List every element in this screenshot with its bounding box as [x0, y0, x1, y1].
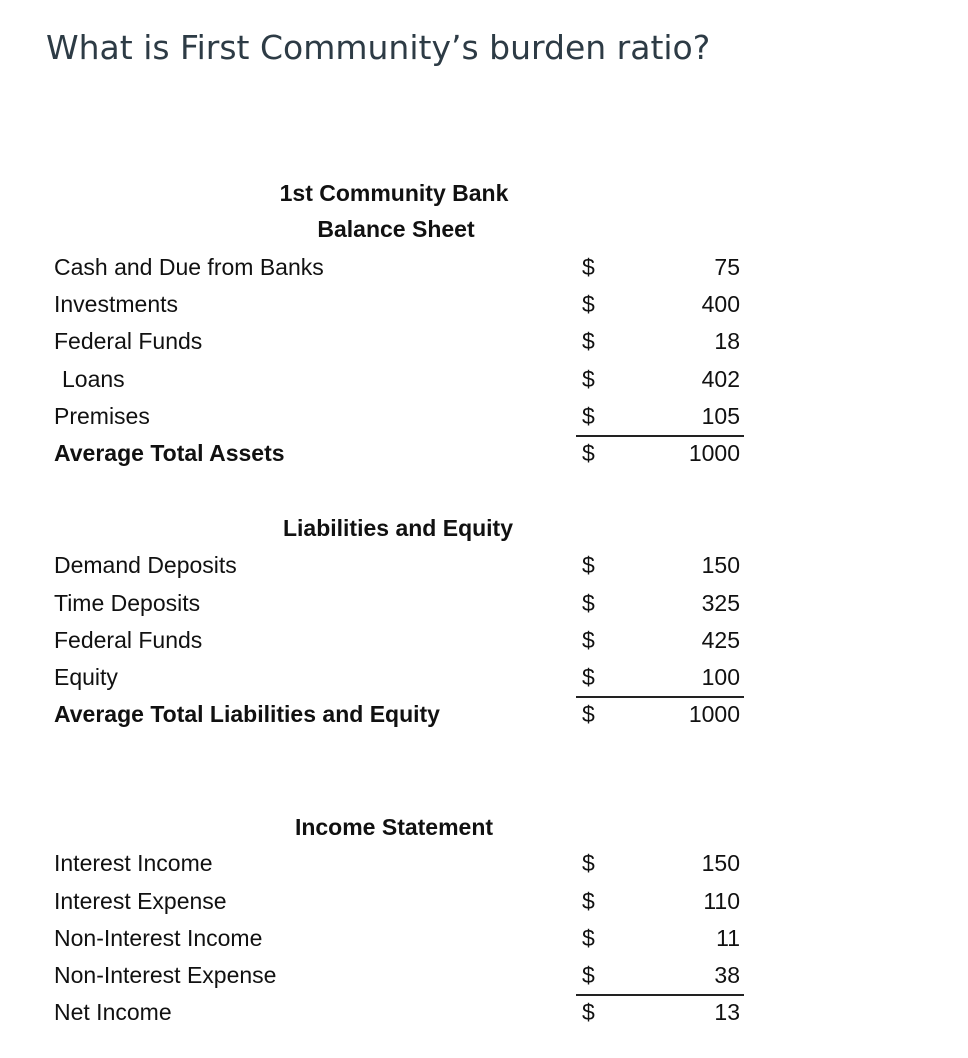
row-value: 105 — [701, 403, 740, 429]
row-value: 425 — [701, 627, 740, 653]
row-label: Time Deposits — [54, 590, 201, 616]
row-value: 150 — [701, 850, 740, 876]
income-row-interest-expense — [0, 888, 968, 922]
row-label: Federal Funds — [54, 328, 203, 354]
total-divider — [576, 696, 744, 698]
balance-row-loans — [0, 366, 968, 400]
balance-row-premises — [0, 403, 968, 437]
row-label: Federal Funds — [54, 627, 203, 653]
currency-symbol: $ — [582, 291, 595, 317]
row-value: 1000 — [688, 440, 740, 466]
row-label: Non-Interest Income — [54, 925, 263, 951]
currency-symbol: $ — [582, 403, 595, 429]
currency-symbol: $ — [582, 664, 595, 690]
income-row-net-income — [0, 999, 968, 1033]
currency-symbol: $ — [582, 590, 595, 616]
total-divider — [576, 994, 744, 996]
row-value: 400 — [701, 291, 740, 317]
liability-row-equity — [0, 664, 968, 698]
income-statement-heading: Income Statement — [294, 814, 494, 840]
row-value: 13 — [714, 999, 740, 1025]
currency-symbol: $ — [582, 254, 595, 280]
currency-symbol: $ — [582, 440, 595, 466]
liability-row-federal-funds — [0, 627, 968, 661]
bank-name-heading: 1st Community Bank — [279, 180, 509, 206]
balance-row-investments — [0, 291, 968, 325]
row-value: 11 — [716, 925, 740, 951]
row-label: Non-Interest Expense — [54, 962, 277, 988]
row-label: Interest Income — [54, 850, 213, 876]
row-value: 110 — [703, 888, 740, 914]
balance-row-federal-funds — [0, 328, 968, 362]
total-divider — [576, 435, 744, 437]
income-row-non-interest-income — [0, 925, 968, 959]
liability-row-total — [0, 701, 968, 735]
currency-symbol: $ — [582, 850, 595, 876]
row-label: Demand Deposits — [54, 552, 237, 578]
row-label: Equity — [54, 664, 118, 690]
currency-symbol: $ — [582, 999, 595, 1025]
currency-symbol: $ — [582, 627, 595, 653]
row-value: 38 — [714, 962, 740, 988]
currency-symbol: $ — [582, 328, 595, 354]
balance-row-total-assets — [0, 440, 968, 474]
currency-symbol: $ — [582, 925, 595, 951]
row-label: Premises — [54, 403, 150, 429]
currency-symbol: $ — [582, 701, 595, 727]
balance-row-cash — [0, 254, 968, 288]
row-label: Loans — [62, 366, 125, 392]
liabilities-heading: Liabilities and Equity — [282, 515, 514, 541]
row-label: Cash and Due from Banks — [54, 254, 324, 280]
row-value: 150 — [701, 552, 740, 578]
liability-row-time-deposits — [0, 590, 968, 624]
row-value: 402 — [701, 366, 740, 392]
income-row-non-interest-expense — [0, 962, 968, 996]
row-label: Investments — [54, 291, 178, 317]
income-row-interest-income — [0, 850, 968, 884]
currency-symbol: $ — [582, 888, 595, 914]
question-title: What is First Community’s burden ratio? — [46, 28, 711, 67]
row-value: 100 — [701, 664, 740, 690]
row-label: Interest Expense — [54, 888, 227, 914]
row-label: Net Income — [54, 999, 172, 1025]
currency-symbol: $ — [582, 962, 595, 988]
row-value: 1000 — [688, 701, 740, 727]
row-label: Average Total Liabilities and Equity — [54, 701, 440, 727]
liability-row-demand-deposits — [0, 552, 968, 586]
currency-symbol: $ — [582, 552, 595, 578]
row-value: 18 — [714, 328, 740, 354]
currency-symbol: $ — [582, 366, 595, 392]
row-value: 325 — [701, 590, 740, 616]
row-value: 75 — [714, 254, 740, 280]
row-label: Average Total Assets — [54, 440, 285, 466]
balance-sheet-heading: Balance Sheet — [317, 216, 475, 242]
